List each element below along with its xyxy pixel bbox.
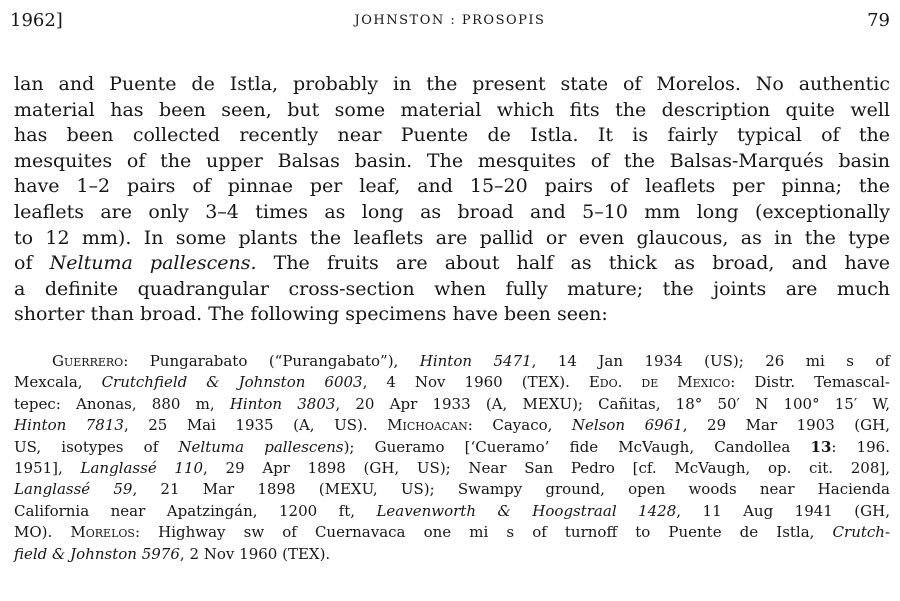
body-line: [14, 123, 890, 149]
text-run: ); Gueramo [‘Cueramo’ fide McVaugh, Candollea: [343, 437, 811, 456]
italic-run: Hinton 5471: [419, 352, 532, 370]
text-run: , 20 Apr 1933 (A, MEXU); Cañitas, 18° 50′ N 100° 15′ W,: [335, 394, 890, 413]
text-run: , 14 Jan 1934 (US); 26 mi s of: [531, 352, 890, 370]
text-run: , 29 Apr 1898 (GH, US); Near San Pedro [cf. McVaugh, op. cit. 208],: [203, 459, 891, 478]
text-run: leaflets are only 3–4 times as long as broad and 5–10 mm long (exceptionally: [14, 200, 890, 223]
running-header: [10, 10, 890, 36]
specimen-line: [14, 458, 890, 479]
text-run: lan and Puente de Istla, probably in the present state of Morelos. No authentic: [14, 73, 890, 95]
italic-run: Langlassé 110: [80, 459, 204, 478]
text-run: material has been seen, but some material which fits the description quite well: [14, 98, 890, 121]
state-name: Edo. de Mexico: [588, 373, 731, 392]
running-title: JOHNSTON : PROSOPIS: [354, 13, 546, 28]
specimen-line: [14, 415, 890, 436]
text-run: : Pungarabato (“Purangabato”),: [123, 352, 420, 370]
specimen-line: [14, 522, 890, 543]
text-run: , 25 Mai 1935 (A, US).: [123, 416, 388, 435]
page-number: 79: [867, 10, 890, 31]
text-run: , 2 Nov 1960 (TEX).: [179, 544, 331, 563]
body-line: [14, 149, 890, 175]
body-line: [14, 277, 890, 303]
text-run: shorter than broad. The following specimens have been seen:: [14, 303, 608, 326]
text-run: : Distr. Temascal-: [730, 373, 890, 392]
text-run: MO).: [14, 523, 71, 542]
text-run: , 29 Mar 1903 (GH,: [682, 416, 890, 435]
specimen-line: [14, 351, 890, 372]
text-run: have 1–2 pairs of pinnae per leaf, and 15–20 pairs of leaflets per pinna; the: [14, 175, 890, 198]
text-run: Mexcala,: [14, 373, 102, 392]
body-line: [14, 226, 890, 252]
italic-run: Langlassé 59: [14, 480, 133, 499]
text-run: , 21 Mar 1898 (MEXU, US); Swampy ground, open woods near Hacienda: [132, 480, 890, 499]
text-run: to 12 mm). In some plants the leaflets are pallid or even glaucous, as in the type: [14, 226, 890, 249]
specimen-line: [14, 501, 890, 522]
text-run: California near Apatzingán, 1200 ft,: [14, 501, 377, 520]
italic-run: Crutchfield & Johnston 6003: [101, 373, 363, 392]
text-run: 1951],: [14, 459, 81, 478]
body-line: [14, 251, 890, 277]
italic-run: Hinton 7813: [14, 416, 124, 435]
body-line: [14, 302, 890, 328]
text-run: tepec: Anonas, 880 m,: [14, 394, 230, 413]
italic-run: Neltuma pallescens: [178, 437, 344, 456]
specimen-line: [14, 479, 890, 500]
italic-run: Neltuma pallescens.: [49, 252, 257, 275]
text-run: , 11 Aug 1941 (GH,: [676, 501, 890, 520]
text-run: , 4 Nov 1960 (TEX).: [362, 373, 589, 392]
text-run: : 196.: [831, 437, 890, 456]
state-name: Guerrero: [52, 352, 124, 370]
text-run: US, isotypes of: [14, 437, 179, 456]
text-run: : Highway sw of Cuernavaca one mi s of turnoff to Puente de Istla,: [134, 523, 833, 542]
bold-run: 13: [810, 437, 832, 456]
specimen-line: [14, 437, 890, 458]
body-line: [14, 174, 890, 200]
specimen-line: [14, 544, 890, 565]
state-name: Michoacan: [387, 416, 468, 435]
text-run: : Cayaco,: [467, 416, 572, 435]
italic-run: Nelson 6961: [571, 416, 683, 435]
italic-run: Leavenworth & Hoogstraal 1428: [376, 501, 677, 520]
body-paragraph: [14, 72, 890, 328]
volume-year: 1962]: [10, 10, 63, 31]
specimen-line: [14, 394, 890, 415]
italic-run: field & Johnston 5976: [14, 544, 180, 563]
text-run: of: [14, 252, 50, 275]
text-run: has been collected recently near Puente de Istla. It is fairly typical of the: [14, 124, 890, 147]
body-line: [14, 72, 890, 98]
specimen-citations: [14, 351, 890, 565]
italic-run: Crutch-: [832, 523, 891, 542]
specimen-line: [14, 372, 890, 393]
state-name: Morelos: [70, 523, 135, 542]
text-run: mesquites of the upper Balsas basin. The mesquites of the Balsas-Marqués basin: [14, 149, 890, 172]
italic-run: Hinton 3803: [229, 394, 336, 413]
body-line: [14, 98, 890, 124]
text-run: a definite quadrangular cross-section when fully mature; the joints are much: [14, 277, 890, 300]
text-run: The fruits are about half as thick as broad, and have: [256, 252, 890, 275]
body-line: [14, 200, 890, 226]
